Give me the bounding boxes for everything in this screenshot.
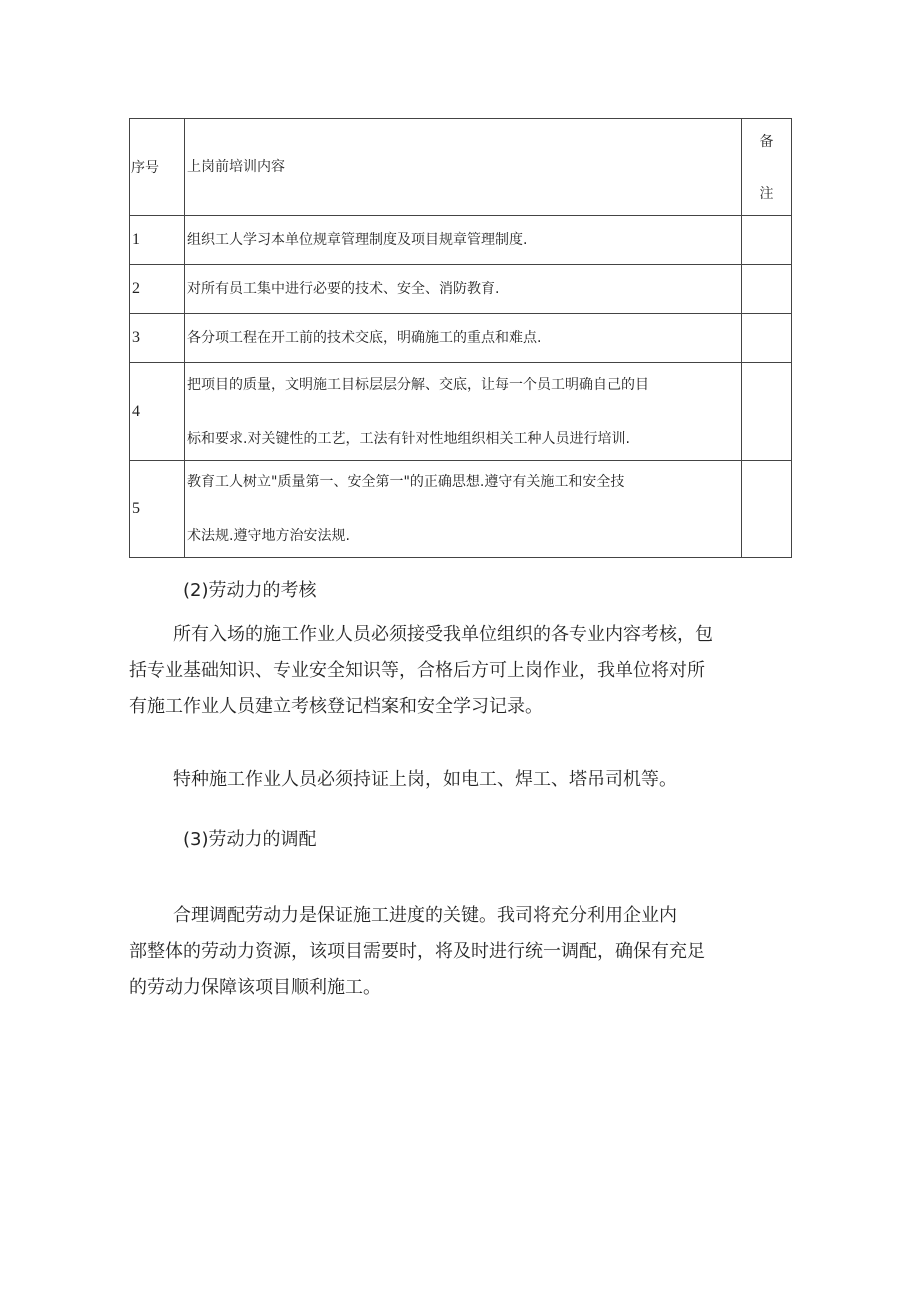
section2-para2-line1: 特种施工作业人员必须持证上岗，如电工、焊工、塔吊司机等。	[173, 769, 677, 790]
row-note	[742, 314, 792, 363]
section2-paragraph2	[129, 762, 791, 798]
row-note	[742, 216, 792, 265]
header-content: 上岗前培训内容	[185, 119, 742, 216]
row-content: 对所有员工集中进行必要的技术、安全、消防教育.	[185, 265, 742, 314]
row-note	[742, 461, 792, 558]
section3-heading: (3)劳动力的调配	[183, 829, 317, 850]
row-num: 2	[130, 265, 185, 314]
header-num: 序号	[130, 119, 185, 216]
header-note-line2: 注	[759, 186, 774, 202]
row-note	[742, 265, 792, 314]
row-content-line2: 标和要求.对关键性的工艺，工法有针对性地组织相关工种人员进行培训.	[187, 430, 630, 447]
table-row	[130, 461, 792, 558]
row-content: 各分项工程在开工前的技术交底，明确施工的重点和难点.	[185, 314, 742, 363]
row-note	[742, 363, 792, 461]
header-note	[742, 119, 792, 216]
row-content	[185, 363, 742, 461]
row-content	[185, 461, 742, 558]
section2-heading: (2)劳动力的考核	[183, 580, 317, 601]
table-row	[130, 314, 792, 363]
section3-para-line2: 部整体的劳动力资源，该项目需要时，将及时进行统一调配，确保有充足	[129, 941, 705, 962]
section3-paragraph	[129, 898, 791, 1006]
section3-para-line1: 合理调配劳动力是保证施工进度的关键。我司将充分利用企业内	[173, 905, 677, 926]
section2-paragraph1	[129, 617, 791, 725]
table-row	[130, 265, 792, 314]
training-table	[129, 118, 792, 558]
section3-para-line3: 的劳动力保障该项目顺利施工。	[129, 977, 381, 998]
row-num: 4	[130, 363, 185, 461]
section2-para1-line1: 所有入场的施工作业人员必须接受我单位组织的各专业内容考核，包	[173, 624, 713, 645]
row-content-line2: 术法规.遵守地方治安法规.	[187, 528, 350, 544]
row-num: 3	[130, 314, 185, 363]
table-row	[130, 216, 792, 265]
row-content-line1: 教育工人树立"质量第一、安全第一"的正确思想.遵守有关施工和安全技	[187, 474, 625, 490]
row-content: 组织工人学习本单位规章管理制度及项目规章管理制度.	[185, 216, 742, 265]
row-num: 1	[130, 216, 185, 265]
table-header-row	[130, 119, 792, 216]
row-num: 5	[130, 461, 185, 558]
table-row	[130, 363, 792, 461]
header-note-line1: 备	[759, 134, 774, 150]
row-content-line1: 把项目的质量，文明施工目标层层分解、交底，让每一个员工明确自己的目	[187, 376, 649, 393]
section2-para1-line3: 有施工作业人员建立考核登记档案和安全学习记录。	[129, 696, 543, 717]
section2-para1-line2: 括专业基础知识、专业安全知识等，合格后方可上岗作业，我单位将对所	[129, 660, 705, 681]
training-table-container	[129, 118, 791, 558]
